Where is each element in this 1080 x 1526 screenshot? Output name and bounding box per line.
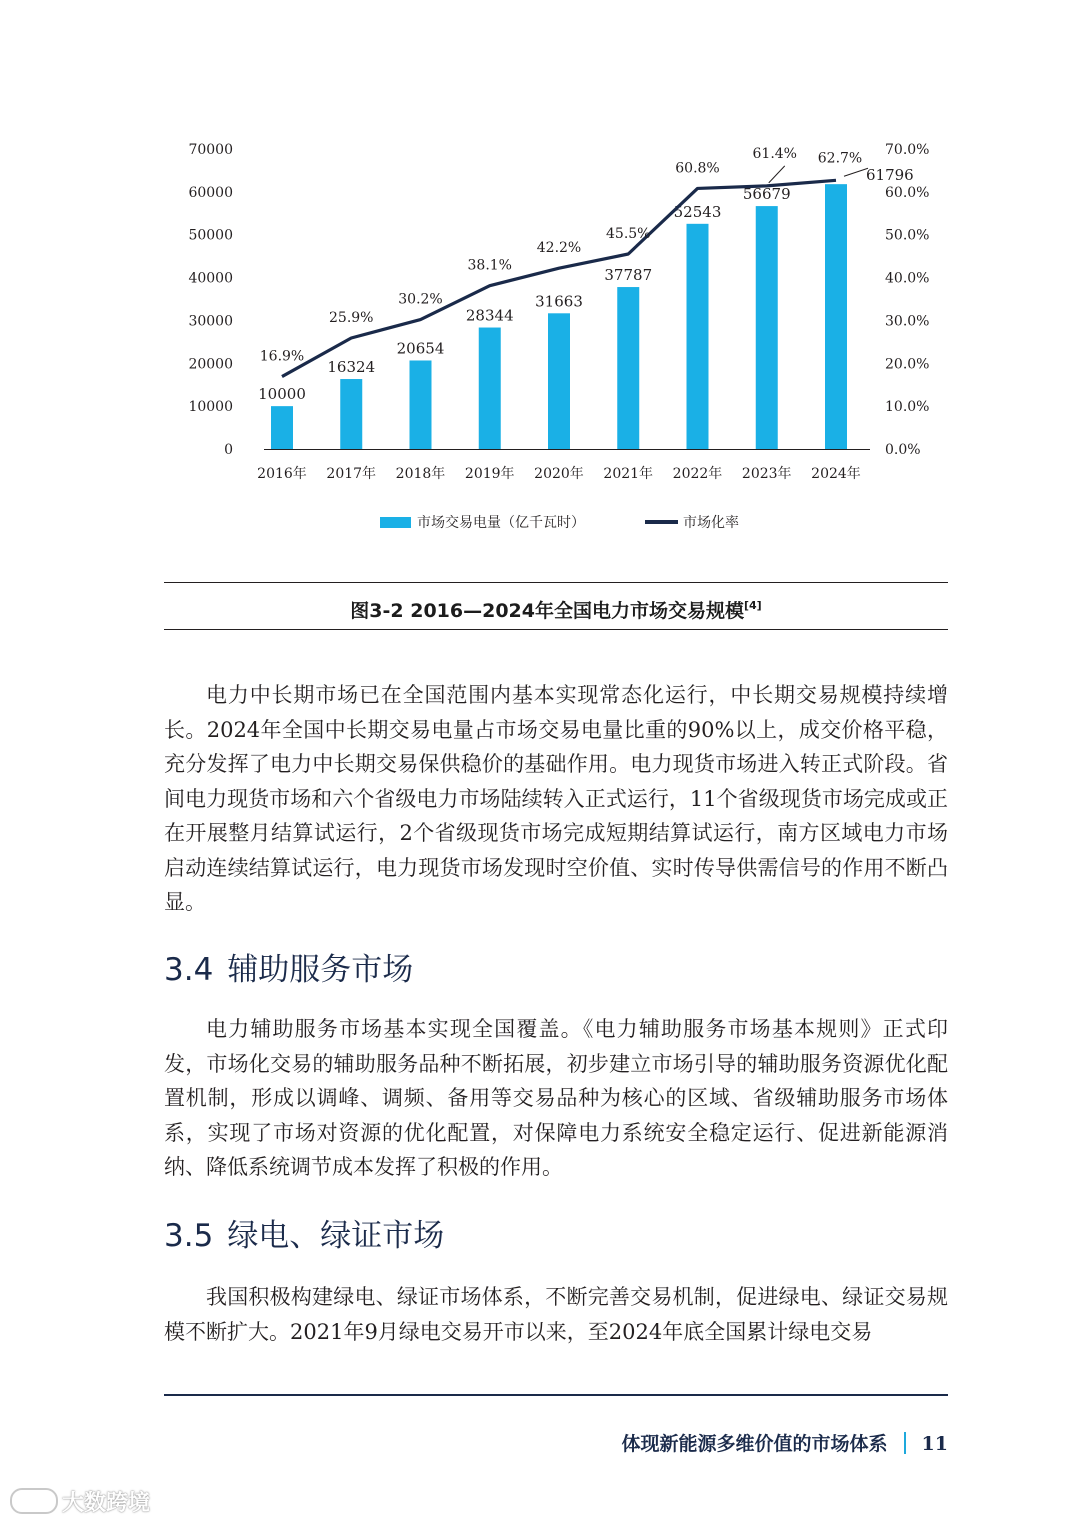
line-value-label: 25.9% [329,310,374,326]
left-tick-label: 10000 [188,399,233,416]
legend-label-bar: 市场交易电量（亿千瓦时） [417,515,585,531]
left-tick-label: 50000 [188,227,233,244]
x-tick-label: 2019年 [464,466,515,482]
x-axis-ticks [257,465,861,482]
bar [340,379,362,449]
right-tick-label: 20.0% [885,356,930,373]
right-tick-label: 30.0% [885,313,930,330]
logo-icon [10,1488,58,1514]
bar-value-label: 56679 [742,185,791,204]
bar-series [258,166,914,449]
label-leader [844,168,868,176]
x-tick-label: 2024年 [811,466,861,482]
caption-label: 图3-2 2016—2024年全国电力市场交易规模 [350,600,744,622]
bar [756,206,778,449]
left-tick-label: 0 [224,442,233,458]
x-tick-label: 2017年 [326,466,377,482]
right-axis-ticks [885,142,929,458]
caption-top-rule [164,582,948,583]
x-tick-label: 2018年 [395,466,446,482]
bar [548,313,570,449]
legend-swatch-line [645,520,678,524]
watermark [10,1488,150,1518]
bar-value-label: 52543 [673,202,722,221]
line-value-label: 16.9% [259,348,305,365]
legend-label-line: 市场化率 [683,515,739,531]
bar [479,328,501,449]
left-tick-label: 60000 [188,184,233,201]
footer [622,1428,948,1460]
line-value-label: 42.2% [536,240,582,257]
bar-value-label: 61796 [866,166,914,185]
section-heading-3-4 [164,944,413,989]
right-tick-label: 70.0% [885,142,930,158]
section-title: 辅助服务市场 [227,952,414,988]
left-tick-label: 30000 [188,313,233,330]
line-value-label: 60.8% [675,160,720,177]
figure-caption [164,586,948,626]
bar-value-label: 10000 [258,385,306,404]
footer-rule [164,1394,948,1396]
section-number: 3.4 [164,952,214,988]
right-tick-label: 50.0% [885,227,930,244]
x-tick-label: 2020年 [534,466,584,482]
paragraph-ancillary-services: 电力辅助服务市场基本实现全国覆盖。《电力辅助服务市场基本规则》正式印发，市场化交易的辅助服务品种不断拓展，初步建立市场引导的辅助服务资源优化配置机制，形成以调峰、调频、备用等交易品种为核心的区域、省级辅助服务市场体系，实现了市场对资源的优化配置，对保障电力系统安全稳定运行、促进新能源消纳、降低系统调节成本发挥了积极的作用。 [164,1017,948,1179]
footer-title: 体现新能源多维价值的市场体系 [621,1433,888,1455]
caption-bottom-rule [164,629,948,630]
chart [0,0,1080,560]
bar [825,184,847,449]
line-value-label: 38.1% [467,257,512,274]
x-tick-label: 2016年 [257,466,307,482]
paragraph-market-overview: 电力中长期市场已在全国范围内基本实现常态化运行，中长期交易规模持续增长。2024年全国中长期交易电量占市场交易电量比重的90%以上，成交价格平稳，充分发挥了电力中长期交易保供稳价的基础作用。电力现货市场进入转正式阶段。省间电力现货市场和六个省级电力市场陆续转入正式运行，11个省级现货市场完成或正在开展整月结算试运行，2个省级现货市场完成短期结算试运行，南方区域电力市场启动连续结算试运行，电力现货市场发现时空价值、实时传导供需信号的作用不断凸显。 [164,683,948,914]
watermark-text: 大数跨境 [62,1491,151,1516]
x-tick-label: 2023年 [741,466,792,482]
line-value-label: 62.7% [817,150,863,167]
bar [410,360,432,449]
right-tick-label: 40.0% [885,270,930,287]
left-tick-label: 40000 [188,270,233,287]
right-tick-label: 0.0% [885,442,921,458]
bar [271,406,293,449]
bar-value-label: 20654 [396,339,445,358]
bar [687,224,709,449]
right-tick-label: 10.0% [885,399,930,416]
line-value-label: 61.4% [752,145,797,162]
bar [617,287,639,449]
footer-separator [904,1432,906,1454]
section-title: 绿电、绿证市场 [227,1218,445,1254]
bar-value-label: 16324 [327,358,376,377]
right-tick-label: 60.0% [885,184,930,201]
left-axis-ticks [188,142,233,458]
line-value-label: 45.5% [606,226,651,242]
bar-value-label: 31663 [535,292,583,311]
left-tick-label: 70000 [188,142,233,158]
label-leader [769,166,785,183]
legend [380,514,739,531]
bar-value-label: 37787 [604,266,653,285]
caption-ref: [4] [744,599,762,612]
left-tick-label: 20000 [188,356,233,373]
line-value-label: 30.2% [398,291,443,308]
paragraph-green-power: 我国积极构建绿电、绿证市场体系，不断完善交易机制，促进绿电、绿证交易规模不断扩大。2021年9月绿电交易开市以来，至2024年底全国累计绿电交易 [164,1285,948,1344]
x-tick-label: 2021年 [603,466,654,482]
section-heading-3-5 [164,1210,444,1255]
legend-swatch-bar [380,517,411,528]
page-number: 11 [921,1433,948,1455]
section-number: 3.5 [164,1218,214,1254]
x-tick-label: 2022年 [672,466,723,482]
bar-value-label: 28344 [465,306,514,325]
